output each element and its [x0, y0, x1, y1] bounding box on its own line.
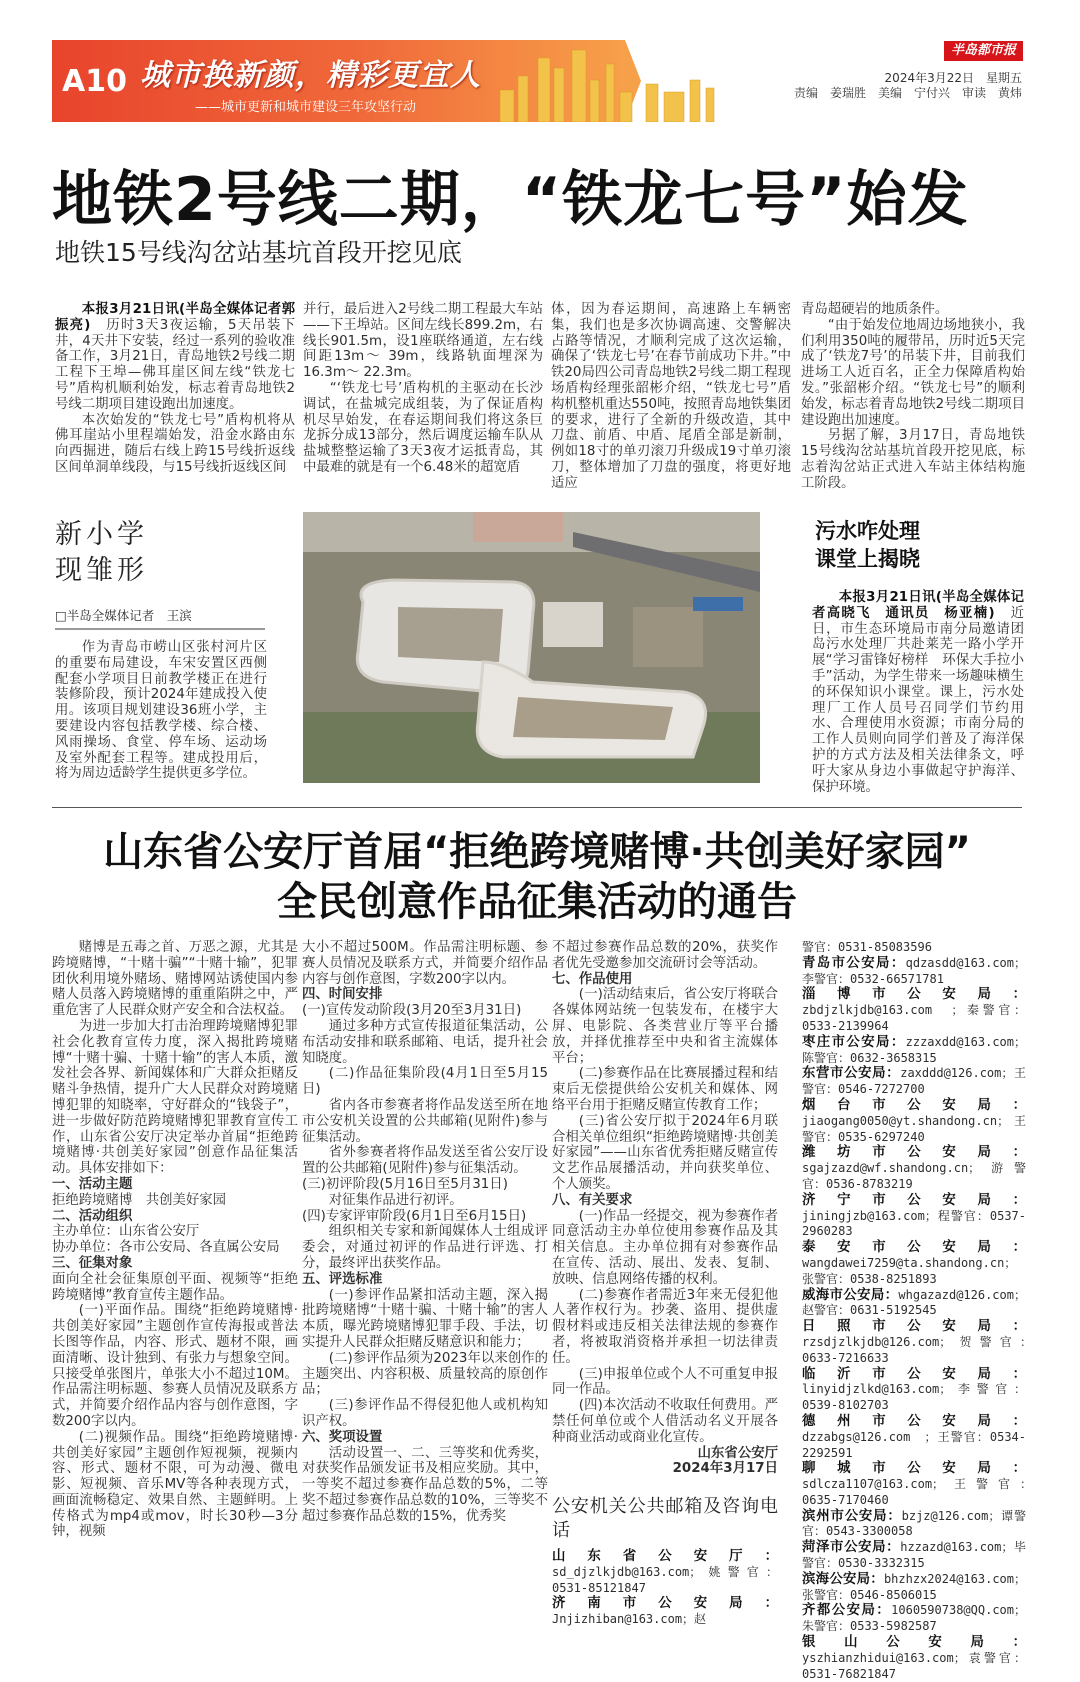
contact-details[interactable]: jiningjzb@163.com；程警官：0537-2960283	[802, 1208, 1026, 1239]
paragraph-text: 活动设置一、二、三等奖和优秀奖，对获奖作品颁发证书及相应奖励。其中，一等奖不超过参赛作品总数的5%，二等奖不超过参赛作品总数的10%，三等奖不超过参赛作品总数的15%，优秀奖	[302, 1445, 548, 1524]
paragraph	[302, 1288, 548, 1351]
contact-details[interactable]: 1060590738@QQ.com；朱警官：0533-5982587	[802, 1603, 1026, 1634]
contact-entry	[802, 1035, 1026, 1067]
paragraph	[801, 428, 1025, 491]
paragraph-text: (三)申报单位或个人不可重复申报同一作品。	[552, 1366, 778, 1398]
notice-column	[52, 940, 298, 1540]
paragraph	[552, 940, 778, 972]
paragraph-text: 八、有关要求	[552, 1192, 633, 1208]
paragraph-text: (二)参评作品须为2023年以来创作的主题突出、内容积极、质量较高的原创作品；	[302, 1350, 548, 1398]
contact-details[interactable]: zzzaxdd@163.com；陈警官：0632-3658315	[802, 1034, 1026, 1065]
paragraph-text: 二、活动组织	[52, 1208, 133, 1224]
paragraph	[302, 1003, 548, 1019]
paragraph	[302, 1446, 548, 1525]
contact-details[interactable]: jiaogang0050@yt.shandong.cn；王警官：0535-6297240	[802, 1113, 1026, 1144]
article-column	[801, 302, 1025, 492]
paragraph-text: 为进一步加大打击治理跨境赌博犯罪社会化教育宣传力度，深入揭批跨境赌博“十赌十骗、十赌十输”的害人本质，激发社会各界、新闻媒体和广大群众拒赌反赌斗争热情，提升广大人民群众对跨境赌博犯罪的知晓率，守好群众的“钱袋子”，进一步做好防范跨境赌博犯罪教育宣传工作，山东省公安厅决定举办首届“拒绝跨境赌博·共创美好家园”创意作品征集活动。具体安排如下：	[52, 1018, 298, 1177]
paragraph-text: 七、作品使用	[552, 971, 633, 987]
article-column	[55, 302, 295, 476]
sub-headline: 地铁15号线沟岔站基坑首段开挖见底	[55, 238, 462, 267]
contact-details[interactable]: Jnjizhiban@163.com；赵	[552, 1612, 707, 1627]
paragraph-text: (三)参评作品不得侵犯他人或机构知识产权。	[302, 1398, 548, 1429]
paragraph	[302, 1098, 548, 1145]
paragraph-text: (一)活动结束后，省公安厅将联合各媒体网站统一包装发布，在楼宇大屏、电影院、各类营业厅等平台播放，并择优推荐至中央和省主流媒体平台；	[552, 987, 778, 1066]
paragraph-text: 面向全社会征集原创平面、视频等“拒绝跨境赌博”教育宣传主题作品。	[52, 1271, 298, 1303]
paragraph	[52, 1303, 298, 1429]
notice-column-text	[552, 940, 778, 1477]
contact-details[interactable]: yszhianzhidui@163.com；袁警官：0531-76821847	[802, 1650, 1026, 1681]
dateline: 本报3月21日讯(半岛全媒体记者郭振亮)	[55, 302, 295, 333]
contact-details[interactable]: zaxddd@126.com；王警官：0546-7272700	[802, 1066, 1027, 1097]
contact-entry	[802, 1572, 1026, 1604]
paragraph-text: 大小不超过500M。作品需注明标题、参赛人员情况及联系方式，并简要介绍作品内容与创作意图，字数200字以内。	[302, 940, 548, 987]
contact-entry	[802, 1066, 1026, 1098]
sewage-article-body	[812, 590, 1024, 795]
paragraph	[552, 1288, 778, 1367]
paragraph-text: “由于始发位地周边场地狭小，我们利用350吨的履带吊，历时近5天完成了‘铁龙7号’的吊装下井，目前我们进场工人近百名，正全力保障盾构始发。”张韶彬介绍。“铁龙七号”的顺利始发，标志着青岛地铁2号线二期项目建设跑出加速度。	[801, 317, 1025, 428]
paragraph	[552, 1114, 778, 1193]
section-heading	[302, 1430, 548, 1446]
paragraph	[52, 1240, 298, 1256]
paragraph-text: 本次始发的“铁龙七号”盾构机将从佛耳崖站小里程端始发，沿金水路由东向西掘进，随后右线上跨15号线折返线区间单洞单线段，与15号线折返线区间	[55, 412, 295, 475]
paragraph-text: (四)本次活动不收取任何费用。严禁任何单位或个人借活动名义开展各种商业活动或商业化宣传。	[552, 1398, 778, 1445]
contact-entry	[552, 1596, 778, 1628]
skyline-illustration	[460, 40, 720, 122]
contact-details[interactable]: linyidjzlkd@163.com；李警官：0539-8102703	[802, 1382, 1026, 1413]
paragraph-text: 六、奖项设置	[302, 1429, 383, 1445]
contact-entry	[802, 1240, 1026, 1287]
paragraph-text: (二)参赛作品在比赛展播过程和结束后无偿提供给公安机关和媒体、网络平台用于拒赌反赌宣传教育工作；	[552, 1066, 778, 1113]
article-column	[551, 302, 791, 492]
paragraph	[52, 1224, 298, 1240]
contact-details[interactable]: whgazazd@126.com；赵警官：0631-5192545	[802, 1287, 1026, 1318]
contact-details[interactable]: zbdjzlkjdb@163.com ；秦警官：0533-2139964	[802, 1003, 1026, 1033]
contact-entry	[802, 1509, 1026, 1541]
contact-details[interactable]: bhzhzx2024@163.com；张警官：0546-8506015	[802, 1571, 1026, 1602]
contacts-title: 公安机关公共邮箱及咨询电话	[552, 1496, 778, 1542]
paragraph	[303, 381, 543, 476]
paragraph-text: 拒绝跨境赌博 共创美好家园	[52, 1192, 227, 1208]
school-article-body	[55, 640, 267, 782]
paragraph-text: (一)作品一经提交，视为参赛作者同意活动主办单位使用参赛作品及其相关信息。主办单位拥有对参赛作品在宣传、活动、展出、发表、复制、放映、信息网络传播的权利。	[552, 1208, 778, 1287]
paragraph-text: (一)宣传发动阶段(3月20至3月31日)	[302, 1003, 522, 1019]
paragraph	[52, 1193, 298, 1209]
contact-unit: 齐都公安局：	[802, 1603, 892, 1619]
paragraph	[55, 302, 295, 413]
contact-details[interactable]: wangdawei7259@ta.shandong.cn；张警官：0538-8251893	[802, 1255, 1017, 1286]
paragraph-text: 近日，市生态环境局市南分局邀请团岛污水处理厂共赴莱芜一路小学开展“学习雷锋好榜样 环保大手拉小手”活动，为学生带来一场趣味横生的环保知识小课堂。课上，污水处理厂工作人员号召同学们节约用水、合理使用水资源；市南分局的工作人员则向同学们普及了海洋保护的方式方法及相关法律条文，呼吁大家从身边小事做起守护海洋、保护环境。	[812, 605, 1025, 795]
paragraph-text: 历时3天3夜运输，5天吊装下井，4天井下安装，经过一系列的验收准备工作，3月21日，青岛地铁2号线二期工程下王埠—佛耳崖区间左线“铁龙七号”盾构机顺利始发，标志着青岛地铁2号线二期项目建设跑出加速度。	[55, 317, 295, 412]
paragraph	[552, 1209, 778, 1288]
contact-details[interactable]: bzjz@126.com；谭警官：0543-3300058	[802, 1508, 1027, 1539]
contact-entry	[802, 1603, 1026, 1635]
paragraph-text: 并行，最后进入2号线二期工程最大车站——下王埠站。区间左线长899.2m，右线长901.5m，设1座联络通道，左右线间距13m～ 39m，线路轨面埋深为16.3m～ 22.3m。	[303, 302, 543, 381]
main-headline: 地铁2号线二期，“铁龙七号”始发	[52, 165, 969, 235]
contact-unit: 济宁市公安局：	[802, 1192, 1026, 1208]
dateline: 本报3月21日讯(半岛全媒体记者高晓飞 通讯员 杨亚楠)	[812, 590, 1024, 621]
banner-subtitle: ——城市更新和城市建设三年攻坚行动	[195, 100, 417, 115]
paragraph	[52, 940, 298, 1019]
contact-entry	[802, 1145, 1026, 1192]
contact-details[interactable]: sd_djzlkjdb@163.com；姚警官：0531-85121847	[552, 1564, 778, 1595]
contact-unit: 日照市公安局：	[802, 1319, 1026, 1335]
contact-unit: 威海市公安局：	[802, 1287, 899, 1303]
article-column	[303, 302, 543, 476]
section-heading	[52, 1256, 298, 1272]
contact-unit: 银山公安局：	[802, 1635, 1026, 1651]
contact-details[interactable]: sgajzazd@wf.shandong.cn；游警官：0536-8783219	[802, 1161, 1026, 1191]
contact-unit: 枣庄市公安局：	[802, 1034, 906, 1050]
paragraph	[801, 302, 1025, 318]
contact-entry	[802, 940, 1026, 956]
contact-details[interactable]: rzsdjzlkjdb@126.com；贺警官： 0633-7216633	[802, 1334, 1039, 1365]
paragraph	[303, 302, 543, 381]
contact-unit: 临沂市公安局：	[802, 1366, 1026, 1382]
contact-unit: 德州市公安局：	[802, 1413, 1026, 1429]
contact-entry	[552, 1549, 778, 1596]
contact-unit: 泰安市公安局：	[802, 1240, 1026, 1256]
title-line: 现雏形	[55, 555, 148, 586]
paragraph	[302, 1066, 548, 1098]
paragraph-text: 五、评选标准	[302, 1271, 383, 1287]
aerial-photo-school-construction	[303, 512, 760, 783]
contact-details[interactable]: sdlcza1107@163.com；王警官： 0635-7170460	[802, 1477, 1039, 1507]
signature-line	[552, 1461, 778, 1477]
paragraph-text: (二)参赛作者需近3年来无侵犯他人著作权行为。抄袭、盗用、提供虚假材料或违反相关法律法规的参赛作者，将被取消资格并承担一切法律责任。	[552, 1287, 778, 1366]
paragraph-text: 不超过参赛作品总数的20%，获奖作者优先受邀参加交流研讨会等活动。	[552, 940, 778, 971]
paragraph-text: 省外参赛者将作品发送至省公安厅设置的公共邮箱(见附件)参与征集活动。	[302, 1145, 548, 1177]
contact-unit: 烟台市公安局：	[802, 1097, 1026, 1113]
contact-unit: 滨州市公安局：	[802, 1508, 902, 1524]
paragraph-text: 省内各市参赛者将作品发送至所在地市公安机关设置的公共邮箱(见附件)参与征集活动。	[302, 1097, 548, 1145]
paragraph-text: 对征集作品进行初评。	[328, 1192, 463, 1208]
paragraph-text: (二)作品征集阶段(4月1日至5月15日)	[302, 1066, 548, 1098]
contact-details[interactable]: dzzabgs@126.com ；王警官：0534-2292591	[802, 1429, 1026, 1460]
paragraph	[302, 1177, 548, 1193]
signature-line	[552, 1446, 778, 1462]
paragraph	[52, 1430, 298, 1541]
paragraph	[812, 590, 1024, 795]
page-number: A10	[62, 64, 127, 99]
section-heading	[52, 1209, 298, 1225]
section-heading	[552, 1193, 778, 1209]
paragraph	[801, 318, 1025, 429]
paragraph-text: “‘铁龙七号’盾构机的主驱动在长沙调试，在盐城完成组装，为了保证盾构机尽早始发，在春运期间我们将这条巨龙拆分成13部分，然后调度运输车队从盐城整整运输了3天3夜才运抵青岛，其中最难的就是有一个6.48米的超宽盾	[303, 380, 543, 475]
title-line: 课堂上揭晓	[815, 547, 920, 571]
contact-details[interactable]: qdzasdd@163.com；李警官：0532-66571781	[802, 955, 1026, 986]
contact-entry	[802, 1461, 1039, 1508]
paragraph-text: 通过多种方式宣传报道征集活动，公布活动安排和联系邮箱、电话，提升社会知晓度。	[302, 1018, 548, 1066]
paragraph	[302, 1209, 548, 1225]
byline: □半岛全媒体记者 王滨	[55, 606, 265, 630]
contact-unit: 菏泽市公安局：	[802, 1540, 901, 1556]
contact-entry	[802, 987, 1026, 1034]
section-heading	[552, 972, 778, 988]
paragraph-text: 青岛超硬岩的地质条件。	[801, 302, 949, 317]
contact-unit: 山东省公安厅：	[552, 1549, 778, 1565]
notice-column	[302, 940, 548, 1524]
paragraph-text: 四、时间安排	[302, 987, 383, 1003]
paragraph-text: 另据了解，3月17日，青岛地铁15号线沟岔站基坑首段开挖见底，标志着沟岔站正式进入车站主体结构施工阶段。	[801, 428, 1025, 491]
paragraph-text: 组织相关专家和新闻媒体人士组成评委会，对通过初评的作品进行评选、打分，最终评出获奖作品。	[302, 1224, 548, 1271]
paragraph-text: (一)平面作品。围绕“拒绝跨境赌博·共创美好家园”主题创作宣传海报或普法长图等作品，内容、形式、题材不限，画面清晰、设计独到、有张力与想象空间。只接受单张图片，单张大小不超过10M。作品需注明标题、参赛人员情况及联系方式，并简要介绍作品内容与创作意图，字数200字以内。	[52, 1303, 298, 1429]
paragraph	[551, 302, 791, 492]
paragraph	[552, 1367, 778, 1399]
paragraph	[55, 640, 267, 782]
contact-entry	[802, 1635, 1026, 1682]
paragraph-text: 山东省公安厅	[697, 1445, 778, 1461]
paragraph	[302, 1145, 548, 1177]
section-heading	[52, 1177, 298, 1193]
paragraph	[302, 1019, 548, 1066]
paragraph	[302, 1193, 548, 1209]
section-heading	[302, 1272, 548, 1288]
paragraph-text: 赌博是五毒之首、万恶之源，尤其是跨境赌博，“十赌十骗”“十赌十输”，犯罪团伙利用境外赌场、赌博网站诱使国内参赌人员落入跨境赌博的重重陷阱之中，严重危害了人民群众财产安全和合法权益。	[52, 940, 298, 1019]
paragraph-text: 作为青岛市崂山区张村河片区的重要布局建设，车宋安置区西侧配套小学项目日前教学楼正在进行装修阶段，预计2024年建成投入使用。该项目规划建设36班小学，主要建设内容包括教学楼、综合楼、风雨操场、食堂、停车场、运动场及室外配套工程等。建成投用后，将为周边适龄学生提供更多学位。	[55, 640, 267, 782]
paragraph	[52, 1272, 298, 1304]
contact-unit: 济南市公安局：	[552, 1596, 778, 1612]
contacts-list	[552, 1549, 778, 1628]
contact-entry	[802, 1414, 1026, 1461]
contact-entry	[802, 1098, 1026, 1145]
paragraph	[552, 1066, 778, 1113]
paragraph-text: (一)参评作品紧扣活动主题，深入揭批跨境赌博“十赌十骗、十赌十输”的害人本质，曝光跨境赌博犯罪手段、手法，切实提升人民群众拒赌反赌意识和能力；	[302, 1287, 548, 1350]
contact-details[interactable]: 警官：0531-85083596	[802, 940, 932, 954]
section-heading	[302, 987, 548, 1003]
contact-entry	[802, 1193, 1026, 1240]
contact-unit: 滨海公安局：	[802, 1571, 884, 1587]
paragraph	[552, 1398, 778, 1445]
title-line: 新小学	[55, 519, 148, 550]
contact-unit: 青岛市公安局：	[802, 955, 906, 971]
paragraph-text: 主办单位：山东省公安厅	[52, 1224, 200, 1240]
notice-column	[552, 940, 778, 1628]
paragraph-text: 2024年3月17日	[672, 1461, 778, 1477]
editors-credit: 责编 姜瑞胜 美编 宁付兴 审读 黄炜	[793, 86, 1022, 100]
paragraph	[302, 1224, 548, 1271]
contact-entry	[802, 1288, 1026, 1320]
contact-entry	[802, 1367, 1026, 1414]
contact-entry	[802, 1319, 1039, 1366]
contact-entry	[802, 1540, 1026, 1572]
contact-entry	[802, 956, 1026, 988]
paragraph	[52, 1019, 298, 1177]
contacts-column	[802, 940, 1039, 1682]
contact-unit: 潍坊市公安局：	[802, 1145, 1026, 1161]
paragraph-text: 协办单位：各市公安局、各直属公安局	[52, 1240, 280, 1256]
notice-headline: 山东省公安厅首届“拒绝跨境赌博·共创美好家园”	[103, 829, 971, 875]
section-divider	[52, 807, 1022, 808]
paragraph-text: (四)专家评审阶段(6月1日至6月15日)	[302, 1208, 527, 1224]
banner-title: 城市换新颜，精彩更宜人	[140, 58, 481, 93]
newspaper-logo: 半岛都市报	[944, 41, 1023, 61]
sewage-article-title	[815, 517, 920, 573]
paragraph-text: 三、征集对象	[52, 1255, 133, 1271]
paragraph	[302, 1398, 548, 1430]
paragraph	[302, 940, 548, 987]
notice-headline-line2: 全民创意作品征集活动的通告	[277, 879, 797, 925]
contact-details[interactable]: hzzazd@163.com；毕警官：0530-3332315	[802, 1540, 1027, 1571]
contact-unit: 聊城市公安局：	[802, 1461, 1026, 1477]
paragraph	[55, 413, 295, 476]
contact-unit: 淄博市公安局：	[802, 987, 1026, 1003]
paragraph-text: 体，因为春运期间，高速路上车辆密集，我们也是多次协调高速、交警解决占路等情况，才顺利完成了这次运输，确保了‘铁龙七号’在春节前成功下井。”中铁20局四公司青岛地铁2号线二期工程现场盾构经理张韶彬介绍，“铁龙七号”盾构机整机重达550吨，按照青岛地铁集团的要求，进行了全新的升级改造，其中刀盘、前盾、中盾、尾盾全部是新制，例如18寸的单刃滚刀升级成19寸单刃滚刀，整体增加了刀盘的强度，将更好地适应	[551, 302, 791, 491]
paragraph-text: 一、活动主题	[52, 1176, 133, 1192]
paragraph-text: (二)视频作品。围绕“拒绝跨境赌博·共创美好家园”主题创作短视频，视频内容、形式、题材不限，可为动漫、微电影、短视频、音乐MV等各种表现方式，画面流畅稳定、效果自然、主题鲜明。上传格式为mp4或mov，时长30秒—3分钟，视频	[52, 1429, 298, 1540]
paragraph	[552, 987, 778, 1066]
paragraph-text: (三)省公安厅拟于2024年6月联合相关单位组织“拒绝跨境赌博·共创美好家园”——山东省优秀拒赌反赌宣传文艺作品展播活动，并向获奖单位、个人颁奖。	[552, 1113, 778, 1192]
contact-unit: 东营市公安局：	[802, 1066, 901, 1082]
title-line: 污水咋处理	[815, 519, 920, 543]
school-article-title	[55, 517, 148, 589]
paragraph-text: (三)初评阶段(5月16日至5月31日)	[302, 1176, 508, 1192]
paragraph	[302, 1351, 548, 1398]
issue-date: 2024年3月22日 星期五	[884, 71, 1022, 85]
